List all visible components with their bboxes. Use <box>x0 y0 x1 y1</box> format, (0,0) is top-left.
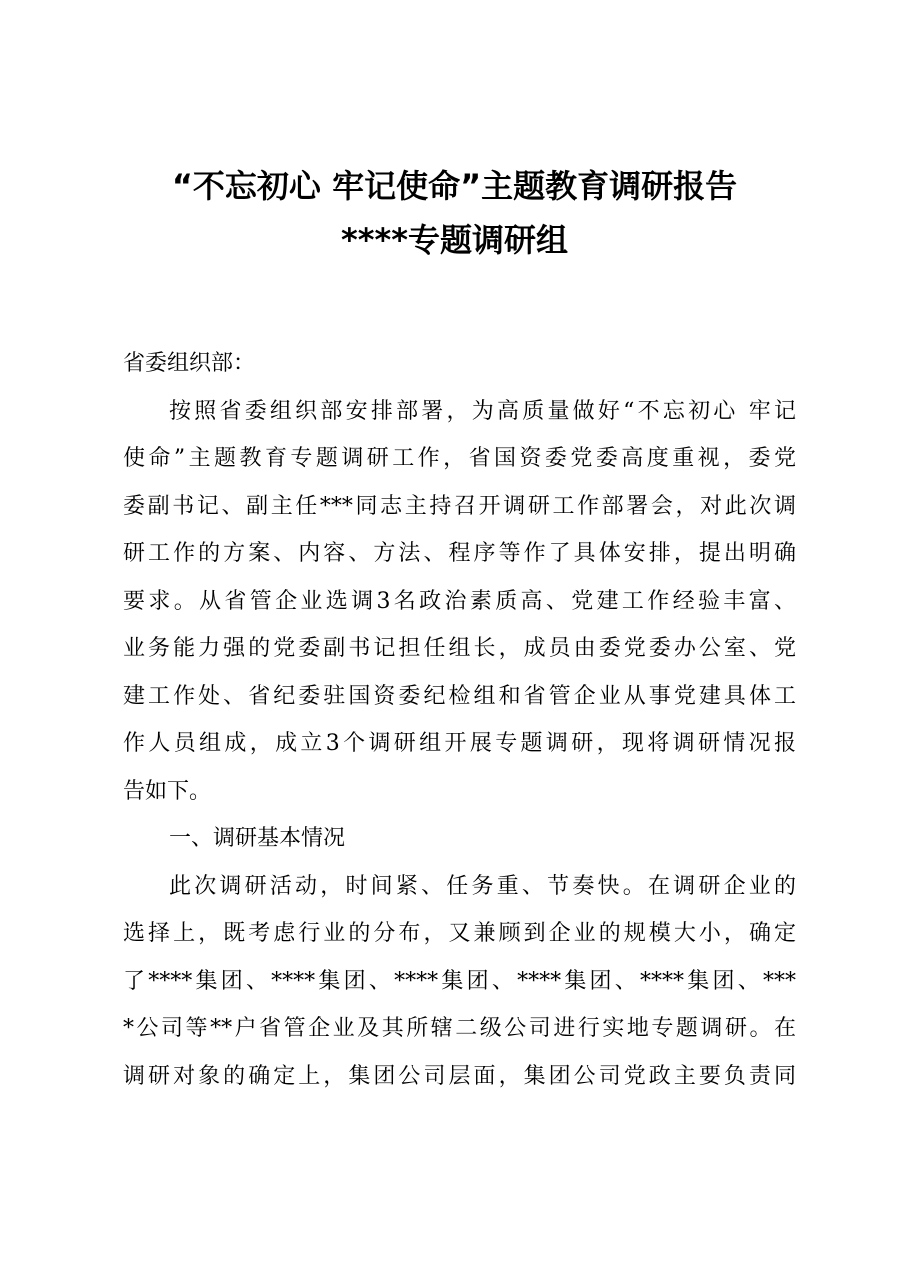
paragraph-1-line-1: 按照省委组织部安排部署，为高质量做好“不忘初心 牢记 <box>169 398 796 424</box>
paragraph-2-line-1: 此次调研活动，时间紧、任务重、节奏快。在调研企业的 <box>169 873 796 899</box>
paragraph-1-line-2: 使命”主题教育专题调研工作，省国资委党委高度重视，委党 <box>123 446 796 471</box>
document-title: “不忘初心 牢记使命”主题教育调研报告 <box>171 167 738 205</box>
paragraph-1-line-6: 业务能力强的党委副书记担任组长，成员由委党委办公室、党 <box>123 636 796 661</box>
paragraph-1-line-7: 建工作处、省纪委驻国资委纪检组和省管企业从事党建具体工 <box>123 683 796 709</box>
paragraph-1-line-3: 委副书记、副主任***同志主持召开调研工作部署会，对此次调 <box>123 493 796 519</box>
paragraph-2-line-4: *公司等**户省管企业及其所辖二级公司进行实地专题调研。在 <box>123 1016 796 1041</box>
paragraph-1-line-5: 要求。从省管企业选调3名政治素质高、党建工作经验丰富、 <box>123 588 796 614</box>
paragraph-1-line-4: 研工作的方案、内容、方法、程序等作了具体安排，提出明确 <box>123 541 796 566</box>
paragraph-1-line-9: 告如下。 <box>123 778 212 804</box>
paragraph-2-line-2: 选择上，既考虑行业的分布，又兼顾到企业的规模大小，确定 <box>123 921 796 946</box>
paragraph-1-line-8: 作人员组成，成立3个调研组开展专题调研，现将调研情况报 <box>123 731 796 756</box>
document-body <box>123 340 796 1100</box>
document-subtitle: ****专题调研组 <box>341 221 568 259</box>
section-1-heading: 一、调研基本情况 <box>169 826 346 851</box>
paragraph-2-line-5: 调研对象的确定上，集团公司层面，集团公司党政主要负责同 <box>123 1063 796 1089</box>
salutation: 省委组织部： <box>123 351 256 376</box>
paragraph-2-line-3: 了****集团、****集团、****集团、****集团、****集团、*** <box>123 968 796 994</box>
